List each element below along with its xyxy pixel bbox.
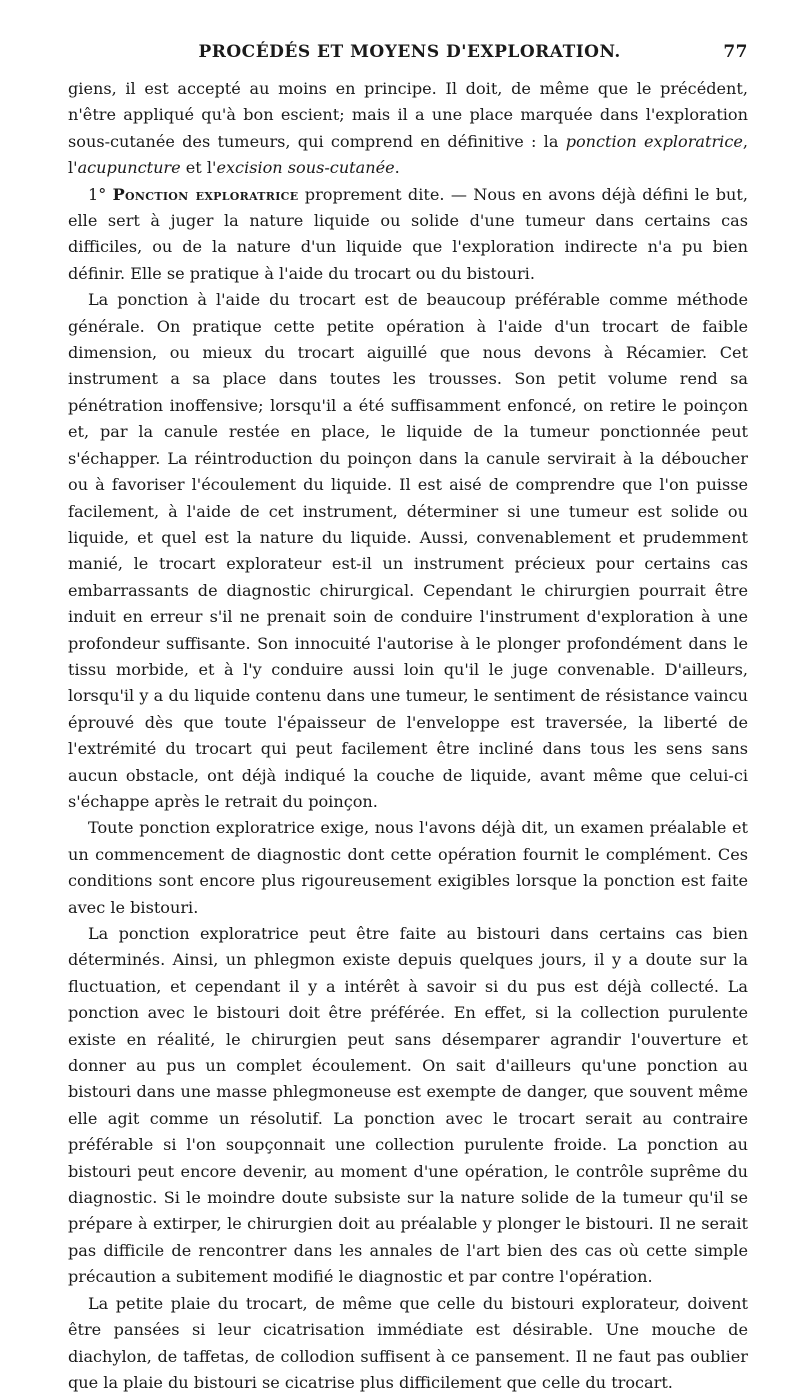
- section-number: 1°: [88, 184, 107, 204]
- text-run: et l': [180, 158, 217, 178]
- paragraph-pansement: La petite plaie du trocart, de même que celle du bistouri explorateur, doivent être pansées si leur cicatrisation immédiate est désirable. Une mouche de diachylon, de taffetas, de collodion suffisent à ce pansement. Il ne faut pas oublier que la plaie du bistouri se cicatrise plus difficilement que celle du trocart.: [68, 1293, 748, 1392]
- text-run: proprement dite. — Nous en avons déjà défini le but, elle sert à juger la nature liquide ou solide d'une tumeur dans certains cas difficiles, ou de la nature d'un liquide que l'exploration indirecte n'a pu bien définir. Elle se pratique à l'aide du trocart ou du bistouri.: [68, 184, 748, 283]
- running-title: PROCÉDÉS ET MOYENS D'EXPLORATION.: [198, 42, 621, 62]
- body-text: [68, 76, 748, 1396]
- text-run: giens, il est accepté au moins en principe. Il doit, de même que le précédent, n'être appliqué qu'à bon escient; mais il a une place marquée dans l'exploration sous-cutanée des tumeurs, qui comprend en définitive : la: [68, 79, 748, 151]
- text-run: , l': [68, 131, 748, 178]
- page-number: 77: [723, 42, 748, 62]
- paragraph-continuation: [68, 76, 748, 182]
- running-header: [68, 42, 748, 62]
- paragraph-ponction-exploratrice: [68, 182, 748, 288]
- paragraph-examen: Toute ponction exploratrice exige, nous l'avons déjà dit, un examen préalable et un commencement de diagnostic dont cette opération fournit le complément. Ces conditions sont encore plus rigoureusement exigibles lorsque la ponction est faite avec le bistouri.: [68, 818, 748, 917]
- paragraph-trocart: La ponction à l'aide du trocart est de beaucoup préférable comme méthode générale. On pratique cette petite opération à l'aide d'un trocart de faible dimension, ou mieux du trocart aiguillé que nous devons à Récamier. Cet instrument a sa place dans toutes les trousses. Son petit volume rend sa pénétration inoffensive; lorsqu'il a été suffisamment enfoncé, on retire le poinçon et, par la canule restée en place, le liquide de la tumeur ponctionnée peut s'échapper. La réintroduction du poinçon dans la canule servirait à la déboucher ou à favoriser l'écoulement du liquide. Il est aisé de comprendre que l'on puisse facilement, à l'aide de cet instrument, déterminer si une tumeur est solide ou liquide, et quel est la nature du liquide. Aussi, convenablement et prudemment manié, le trocart explorateur est-il un instrument précieux pour certains cas embarrassants de diagnostic chirurgical. Cependant le chirurgien pourrait être induit en erreur s'il ne prenait soin de conduire l'instrument d'exploration à une profondeur suffisante. Son innocuité l'autorise à le plonger profondément dans le tissu morbide, et à l'y conduire aussi loin qu'il le juge convenable. D'ailleurs, lorsqu'il y a du liquide contenu dans une tumeur, le sentiment de résistance vaincu éprouvé dès que toute l'épaisseur de l'enveloppe est traversée, la liberté de l'extrémité du trocart qui peut facilement être incliné dans tous les sens sans aucun obstacle, ont déjà indiqué la couche de liquide, avant même que celui-ci s'échappe après le retrait du poinçon.: [68, 290, 748, 811]
- italic-term: acupuncture: [77, 158, 181, 178]
- italic-term: ponction exploratrice: [565, 131, 743, 151]
- text-run: .: [394, 158, 400, 178]
- italic-term: excision sous-cutanée: [216, 158, 395, 178]
- section-heading: Ponction exploratrice: [112, 184, 299, 204]
- paragraph-bistouri: La ponction exploratrice peut être faite au bistouri dans certains cas bien déterminés. Ainsi, un phlegmon existe depuis quelques jours, il y a doute sur la fluctuation, et cependant il y a intérêt à savoir si du pus est déjà collecté. La ponction avec le bistouri doit être préférée. En effet, si la collection purulente existe en réalité, le chirurgien peut sans désemparer agrandir l'ouverture et donner au pus un complet écoulement. On sait d'ailleurs qu'une ponction au bistouri dans une masse phlegmoneuse est exempte de danger, que souvent même elle agit comme un résolutif. La ponction avec le trocart serait au contraire préférable si l'on soupçonnait une collection purulente froide. La ponction au bistouri peut encore devenir, au moment d'une opération, le contrôle suprême du diagnostic. Si le moindre doute subsiste sur la nature solide de la tumeur qu'il se prépare à extirper, le chirurgien doit au préalable y plonger le bistouri. Il ne serait pas difficile de rencontrer dans les annales de l'art bien des cas où cette simple précaution a subitement modifié le diagnostic et par contre l'opération.: [68, 924, 748, 1287]
